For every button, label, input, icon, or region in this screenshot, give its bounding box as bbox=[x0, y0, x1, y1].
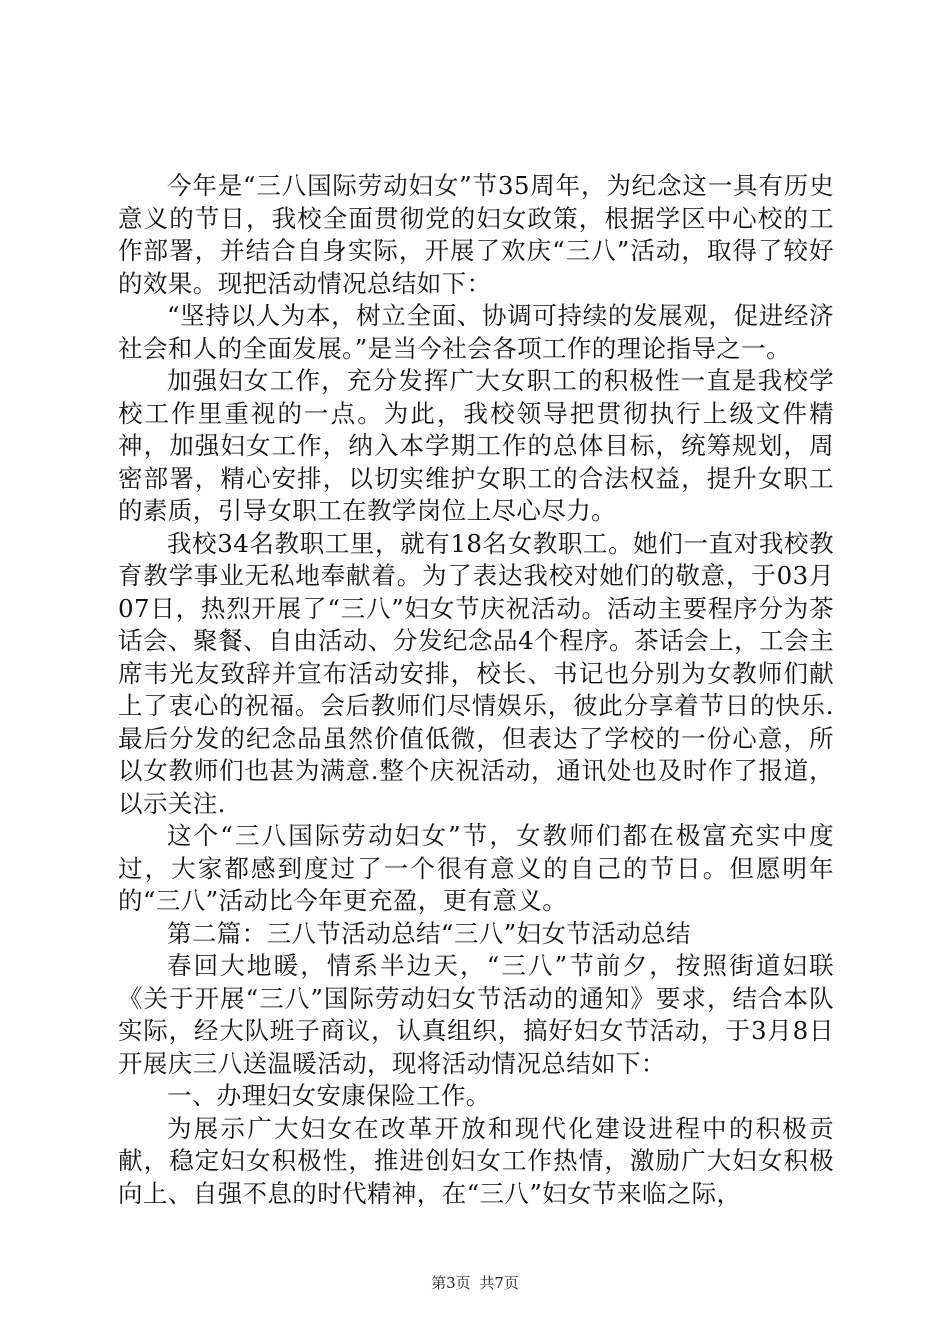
page-total: 共7页 bbox=[479, 1274, 519, 1292]
page-number: 第3页 bbox=[431, 1274, 471, 1292]
section-heading-part-two: 第二篇：三八节活动总结“三八”妇女节活动总结 bbox=[167, 918, 691, 948]
subheading-insurance: 一、办理妇女安康保险工作。 bbox=[167, 1081, 491, 1110]
paragraph-intro: 今年是“三八国际劳动妇女”节35周年，为纪念这一具有历史意义的节日，我校全面贯彻党的妇女政策，根据学区中心校的工作部署，并结合自身实际，开展了欢庆“三八”活动，取得了较好的效果。现把活动情况总结如下： bbox=[118, 171, 834, 298]
paragraph-insurance: 为展示广大妇女在改革开放和现代化建设进程中的积极贡献，稳定妇女积极性，推进创妇女工作热情，激励广大妇女积极向上、自强不息的时代精神，在“三八”妇女节来临之际， bbox=[118, 1113, 834, 1208]
paragraph-quote: “坚持以人为本，树立全面、协调可持续的发展观，促进经济社会和人的全面发展。”是当今社会各项工作的理论指导之一。 bbox=[118, 301, 834, 363]
paragraph-part-two-intro: 春回大地暖，情系半边天，“三八”节前夕，按照街道妇联《关于开展“三八”国际劳动妇女节活动的通知》要求，结合本队实际，经大队班子商议，认真组织，搞好妇女节活动，于3月8日开展庆三八送温暖活动，现将活动情况总结如下： bbox=[118, 951, 834, 1078]
paragraph-women-work: 加强妇女工作，充分发挥广大女职工的积极性一直是我校学校工作里重视的一点。为此，我校领导把贯彻执行上级文件精神，加强妇女工作，纳入本学期工作的总体目标，统筹规划，周密部署，精心安排，以切实维护女职工的合法权益，提升女职工的素质，引导女职工在教学岗位上尽心尽力。 bbox=[118, 366, 834, 525]
document-body bbox=[118, 170, 834, 1210]
page-footer bbox=[0, 1272, 950, 1293]
paragraph-celebration: 我校34名教职工里，就有18名女教职工。她们一直对我校教育教学事业无私地奉献着。为了表达我校对她们的敬意，于03月07日，热烈开展了“三八”妇女节庆祝活动。活动主要程序分为茶话会、聚餐、自由活动、分发纪念品4个程序。茶话会上，工会主席韦光友致辞并宣布活动安排，校长、书记也分别为女教师们献上了衷心的祝福。会后教师们尽情娱乐，彼此分享着节日的快乐.最后分发的纪念品虽然价值低微，但表达了学校的一份心意，所以女教师们也甚为满意.整个庆祝活动，通讯处也及时作了报道，以示关注. bbox=[118, 528, 834, 818]
paragraph-conclusion: 这个“三八国际劳动妇女”节，女教师们都在极富充实中度过，大家都感到度过了一个很有意义的自己的节日。但愿明年的“三八”活动比今年更充盈，更有意义。 bbox=[118, 821, 834, 915]
